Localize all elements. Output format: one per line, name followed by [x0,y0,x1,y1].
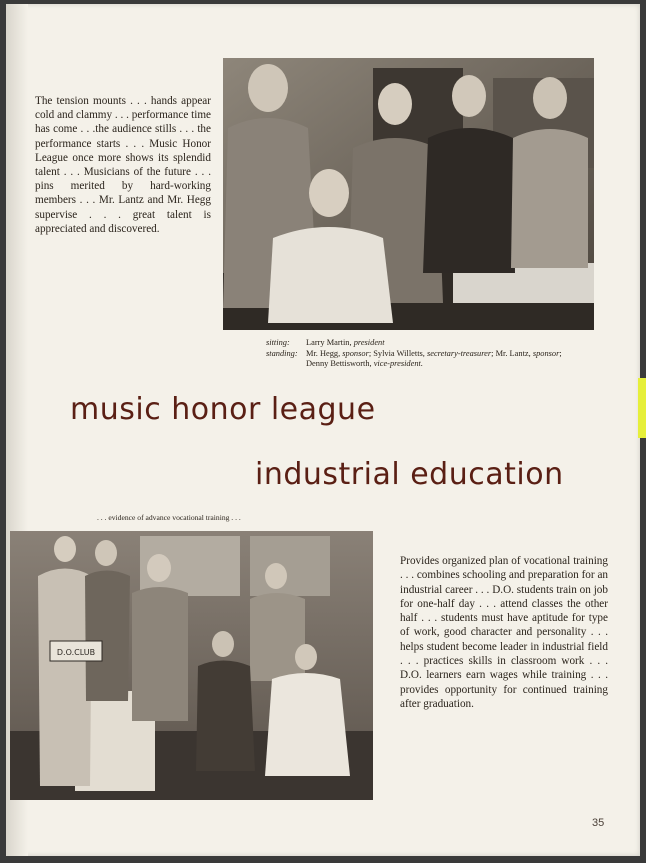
caption-sitting-label: sitting: [266,338,290,347]
caption-standing-label: standing: [266,348,298,358]
music-league-photo-graphic [223,58,594,330]
photo-caption [266,338,586,370]
caption-standing-role: vice-president. [373,359,423,368]
caption-standing-name: ; Sylvia Willetts, [368,348,427,358]
caption-sitting-role: president [353,338,385,347]
industrial-body-text: Provides organized plan of vocational training . . . combines schooling and preparation for an industrial career . . . D.O. students train on job for one-half day . . . attend classes the other half . . . students must have aptitude for type of work, good character and personality . . . helps student become leader in industrial field . . . practices skills in classroom work . . . D.O. learners earn wages while training . . . provides opportunity for continued training after graduation. [400,555,608,710]
caption-standing-name: Mr. Hegg, [306,348,343,358]
page-number: 35 [592,817,605,829]
industrial-education-heading: industrial education [255,457,564,492]
caption-standing-role: sponsor [532,348,560,358]
caption-sitting-name: Larry Martin, [306,338,354,347]
music-intro-text: The tension mounts . . . hands appear cold and clammy . . . performance time has come . . .the audience stills . . . the performance starts . . . Music Honor League once more shows its splendid talent . . . Musicians of the future . . . pins merited by hard-working members . . . Mr. Lantz and Mr. Hegg supervise . . . great talent is appreciated and discovered. [35,95,211,235]
do-club-photo [10,531,373,800]
music-honor-league-heading: music honor league [70,392,376,427]
do-club-photo-graphic [10,531,373,800]
caption-standing-name: ; Denny Bettisworth, [306,348,562,368]
caption-standing-role: secretary-treasurer [426,348,492,358]
caption-standing-role: sponsor [342,348,369,358]
caption-standing-name: ; Mr. Lantz, [491,348,533,358]
industrial-subtitle: . . . evidence of advance vocational training . . . [97,513,241,522]
page-tab-marker [638,378,646,438]
do-club-sign-text: D.O.CLUB [56,648,96,657]
music-league-photo [223,58,594,330]
